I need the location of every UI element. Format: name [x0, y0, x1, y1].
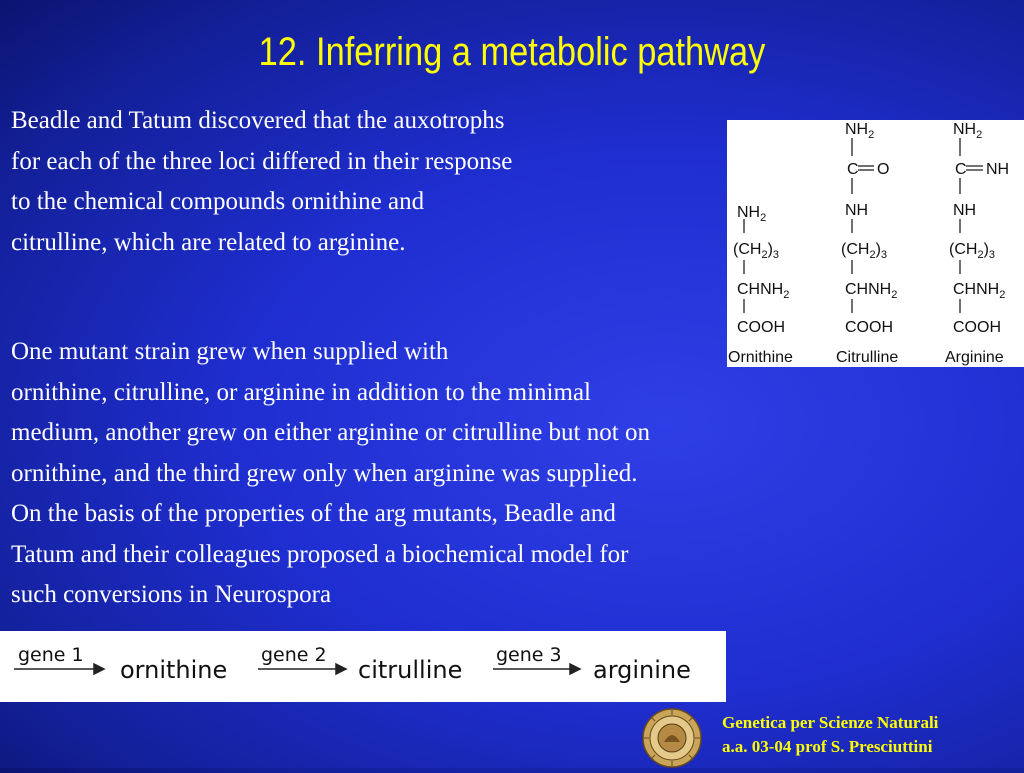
university-seal-logo [642, 708, 702, 768]
citrulline-label: Citrulline [836, 349, 899, 366]
paragraph-mutants [11, 332, 650, 616]
paragraph-line: citrulline, which are related to arginine. [11, 228, 406, 256]
footer-instructor: a.a. 03-04 prof S. Presciuttini [722, 737, 933, 756]
arginine-group-nh-imine: NH [986, 161, 1010, 178]
gene3-label: gene 3 [496, 644, 562, 666]
citrulline-group-chnh2: $CHNH_2$ [845, 281, 898, 301]
paragraph-line: to the chemical compounds ornithine and [11, 188, 425, 215]
arginine-group-chnh2: $CHNH_2$ [953, 281, 1006, 301]
ornithine-group-chnh2: $CHNH_2$ [737, 281, 790, 301]
citrulline-group-ch2: $(CH_2)_3$ [841, 241, 888, 261]
citrulline-group-c: C [847, 161, 859, 178]
paragraph-line: Tatum and their colleagues proposed a biochemical model for [11, 540, 629, 568]
paragraph-line: medium, another grew on either arginine or citrulline but not on [11, 419, 650, 446]
footer-credits [722, 711, 938, 759]
citrulline-group-cooh: COOH [845, 319, 893, 336]
paragraph-line: ornithine, and the third grew only when arginine was supplied. [11, 459, 638, 487]
pathway-arginine: arginine [593, 656, 691, 684]
ornithine-group-nh2: $NH_2$ [737, 204, 767, 224]
paragraph-line: such conversions in Neurospora [11, 581, 332, 608]
paragraph-intro [11, 101, 512, 263]
arginine-group-nh2: $NH_2$ [953, 121, 983, 141]
arginine-group-nh: NH [953, 202, 977, 219]
pathway-diagram [0, 631, 726, 702]
arginine-group-cooh: COOH [953, 319, 1001, 336]
citrulline-group-nh2: $NH_2$ [845, 121, 875, 141]
pathway-ornithine: ornithine [120, 656, 228, 684]
citrulline-group-o: O [877, 161, 890, 178]
gene1-label: gene 1 [18, 644, 84, 666]
arginine-group-ch2: $(CH_2)_3$ [949, 241, 996, 261]
paragraph-line: for each of the three loci differed in their response [11, 147, 513, 175]
arginine-label: Arginine [945, 349, 1004, 366]
citrulline-group-nh: NH [845, 202, 869, 219]
pathway-citrulline: citrulline [358, 656, 463, 684]
ornithine-group-ch2: $(CH_2)_3$ [733, 241, 780, 261]
ornithine-group-cooh: COOH [737, 319, 785, 336]
gene2-label: gene 2 [261, 644, 327, 666]
paragraph-line: Beadle and Tatum discovered that the auxotrophs [11, 107, 505, 134]
ornithine-label: Ornithine [728, 349, 793, 366]
paragraph-line: On the basis of the properties of the arg mutants, Beadle and [11, 500, 616, 527]
paragraph-line: One mutant strain grew when supplied with [11, 338, 449, 365]
slide-title: 12. Inferring a metabolic pathway [258, 30, 766, 74]
arginine-group-c: C [955, 161, 967, 178]
footer-course: Genetica per Scienze Naturali [722, 713, 939, 732]
chemical-structures-figure [727, 120, 1024, 367]
paragraph-line: ornithine, citrulline, or arginine in addition to the minimal [11, 378, 591, 406]
